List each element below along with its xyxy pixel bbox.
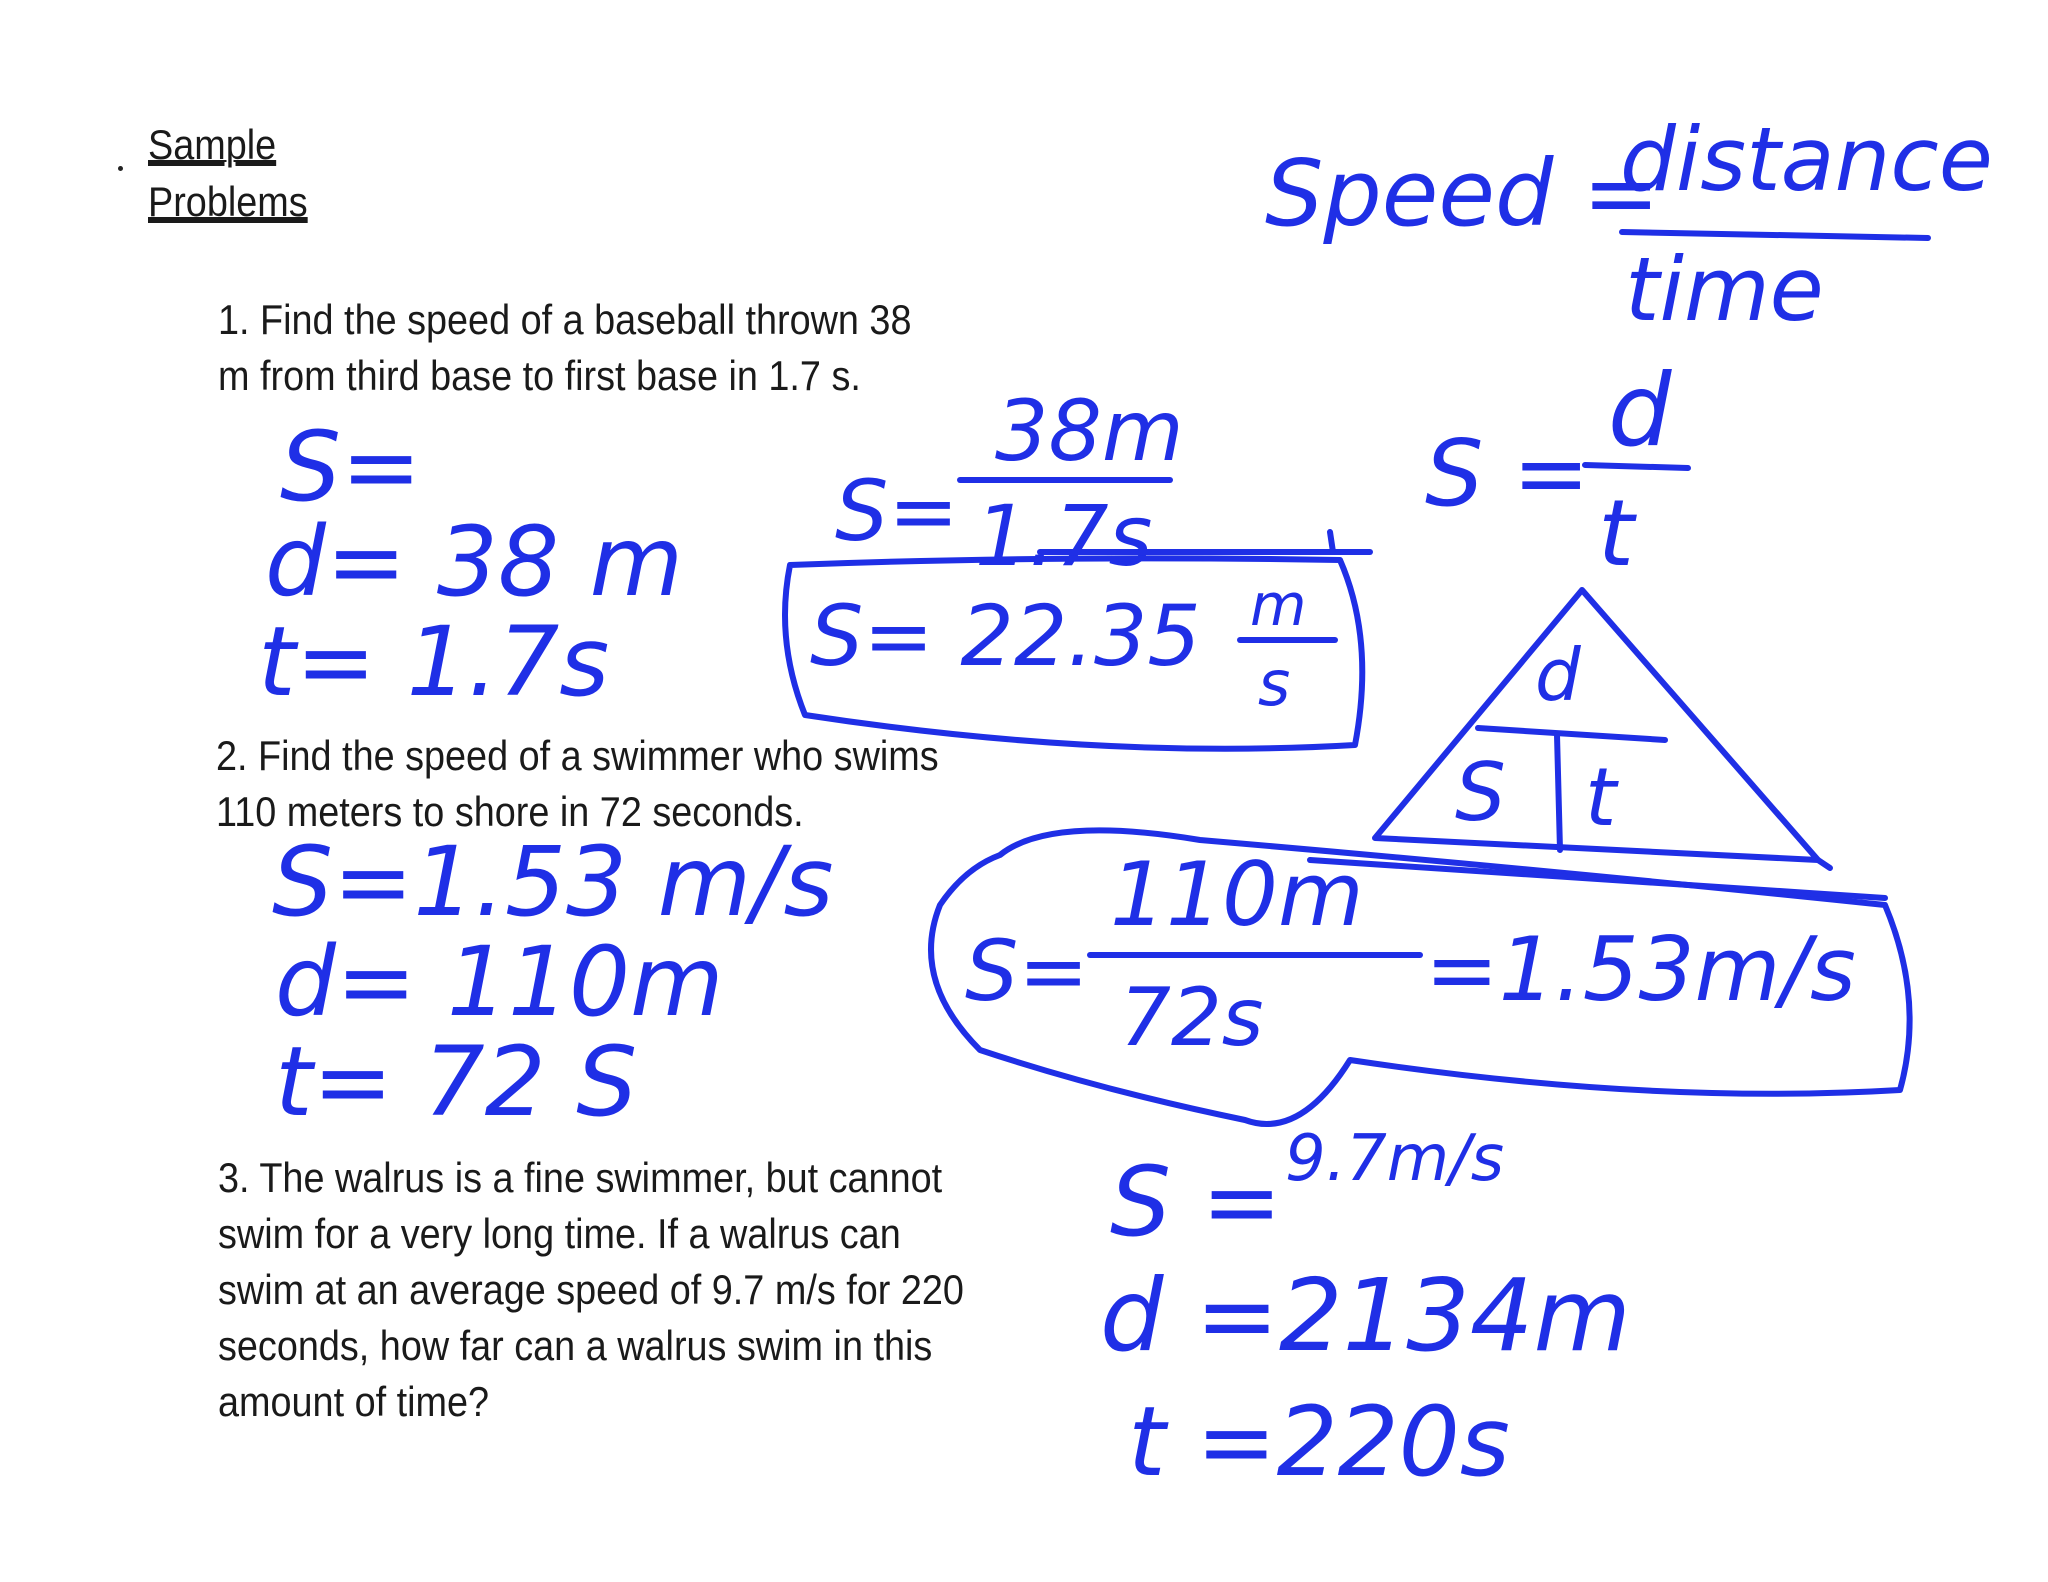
heading-line-2: Problems <box>148 178 308 225</box>
triangle-d: d <box>1535 633 1581 717</box>
problem-3-line-4: seconds, how far can a walrus swim in this <box>218 1322 933 1369</box>
p1-calc-denominator: 1.7s <box>975 487 1153 585</box>
p1-d-given: d= 38 m <box>265 506 684 618</box>
problem-3-line-1: 3. The walrus is a fine swimmer, but cannot <box>218 1154 943 1201</box>
p2-calc-s: S= <box>965 922 1089 1020</box>
triangle-horizontal-line <box>1478 728 1665 740</box>
problem-2-line-1: 2. Find the speed of a swimmer who swims <box>216 732 939 779</box>
triangle-t: t <box>1585 751 1617 844</box>
triangle-s: S <box>1455 746 1506 839</box>
p3-t-given: t =220s <box>1128 1386 1510 1498</box>
p2-calc-result: =1.53m/s <box>1425 918 1856 1021</box>
p1-answer-unit-m: m <box>1250 571 1307 639</box>
p3-s-value: 9.7m/s <box>1285 1122 1505 1196</box>
p1-t-given: t= 1.7s <box>258 606 610 718</box>
p3-s-given: S = <box>1110 1146 1282 1258</box>
p2-t-given: t= 72 S <box>275 1026 638 1138</box>
s-equals-d: d <box>1608 352 1672 469</box>
formula-speed-label: Speed = <box>1265 140 1660 247</box>
s-equals-t: t <box>1598 480 1635 587</box>
heading-line-1: Sample <box>148 121 277 168</box>
formula-distance: distance <box>1620 108 1993 211</box>
p2-s-given: S=1.53 m/s <box>272 826 834 938</box>
triangle-extension-line <box>1818 860 1830 868</box>
problem-3-line-2: swim for a very long time. If a walrus can <box>218 1210 901 1257</box>
s-equals-label: S = <box>1425 420 1590 527</box>
p1-answer-unit-s: s <box>1258 647 1291 720</box>
formula-time: time <box>1625 238 1824 341</box>
problem-3-line-5: amount of time? <box>218 1378 490 1425</box>
p2-calc-denominator: 72s <box>1120 971 1264 1064</box>
s-equals-fraction-bar <box>1585 465 1688 468</box>
p3-d-given: d =2134m <box>1100 1257 1631 1374</box>
p1-calc-numerator: 38m <box>995 382 1184 480</box>
problem-2-line-2: 110 meters to shore in 72 seconds. <box>216 788 804 835</box>
p1-answer: S= 22.35 <box>810 587 1201 685</box>
problem-1-line-2: m from third base to first base in 1.7 s. <box>218 352 861 399</box>
p1-calc-s: S= <box>835 462 959 560</box>
p2-circle-extension <box>1310 860 1885 898</box>
problem-1-line-1: 1. Find the speed of a baseball thrown 38 <box>218 296 912 343</box>
triangle-vertical-line <box>1557 735 1560 850</box>
p2-calc-numerator: 110m <box>1110 843 1364 946</box>
problem-3-line-3: swim at an average speed of 9.7 m/s for 220 <box>218 1266 964 1313</box>
p1-calc-tick <box>1330 532 1333 552</box>
p2-d-given: d= 110m <box>275 926 724 1038</box>
p1-s-given: S= <box>280 411 422 523</box>
